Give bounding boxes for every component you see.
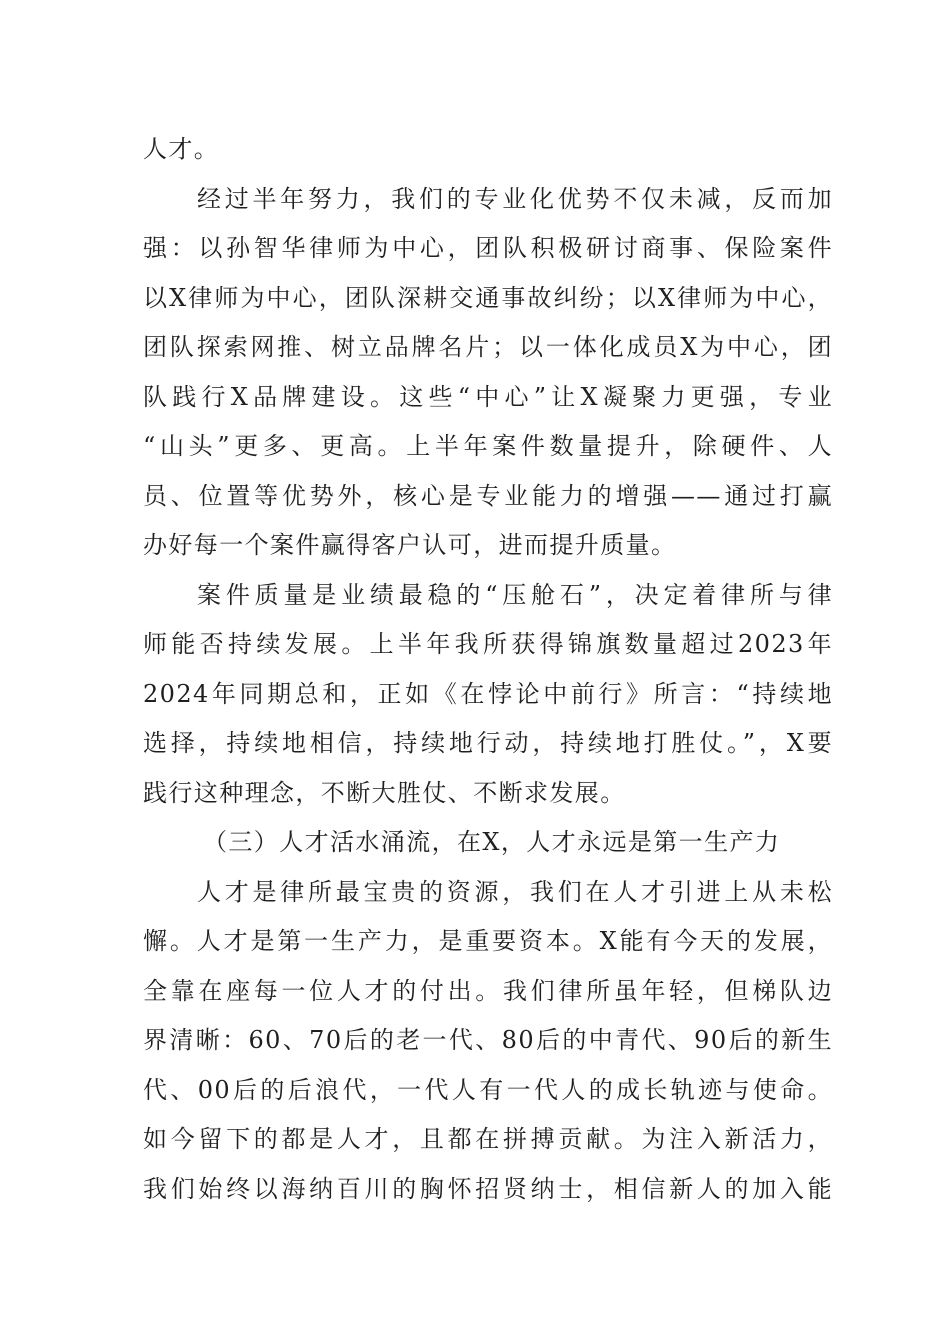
- text-line: 我们始终以海纳百川的胸怀招贤纳士，相信新人的加入能: [143, 1174, 833, 1203]
- text-line: 办好每一个案件赢得客户认可，进而提升质量。: [143, 531, 677, 559]
- text-line: 师能否持续发展。上半年我所获得锦旗数量超过2023年: [143, 630, 833, 658]
- text-line: 强：以孙智华律师为中心，团队积极研讨商事、保险案件: [143, 234, 833, 262]
- text-line: 队践行X品牌建设。这些“中心”让X凝聚力更强，专业: [143, 382, 833, 411]
- text-line: 践行这种理念，不断大胜仗、不断求发展。: [143, 778, 626, 807]
- paragraph-first-line: 人才是律所最宝贵的资源，我们在人才引进上从未松: [197, 877, 833, 906]
- text-line: 如今留下的都是人才，且都在拼搏贡献。为注入新活力，: [143, 1125, 833, 1153]
- text-line: 人才。: [143, 135, 220, 163]
- text-line: 全靠在座每一位人才的付出。我们律所虽年轻，但梯队边: [143, 976, 833, 1005]
- paragraph-first-line: 案件质量是业绩最稳的“压舱石”，决定着律所与律: [197, 580, 833, 609]
- section-heading: （三）人才活水涌流，在X，人才永远是第一生产力: [203, 828, 781, 856]
- text-line: 员、位置等优势外，核心是专业能力的增强——通过打赢: [143, 481, 833, 510]
- text-line: 选择，持续地相信，持续地行动，持续地打胜仗。”，X要: [143, 729, 833, 757]
- body-text: [143, 125, 833, 1214]
- text-line: “山头”更多、更高。上半年案件数量提升，除硬件、人: [143, 432, 833, 460]
- text-line: 2024年同期总和，正如《在悖论中前行》所言：“持续地: [143, 679, 833, 708]
- text-line: 团队探索网推、树立品牌名片；以一体化成员X为中心，团: [143, 333, 833, 361]
- paragraph-first-line: 经过半年努力，我们的专业化优势不仅未减，反而加: [197, 184, 833, 213]
- text-line: 代、00后的后浪代，一代人有一代人的成长轨迹与使命。: [143, 1075, 833, 1104]
- text-line: 界清晰：60、70后的老一代、80后的中青代、90后的新生: [143, 1026, 833, 1054]
- text-line: 以X律师为中心，团队深耕交通事故纠纷；以X律师为中心，: [143, 283, 833, 312]
- text-line: 懈。人才是第一生产力，是重要资本。X能有今天的发展，: [143, 927, 833, 955]
